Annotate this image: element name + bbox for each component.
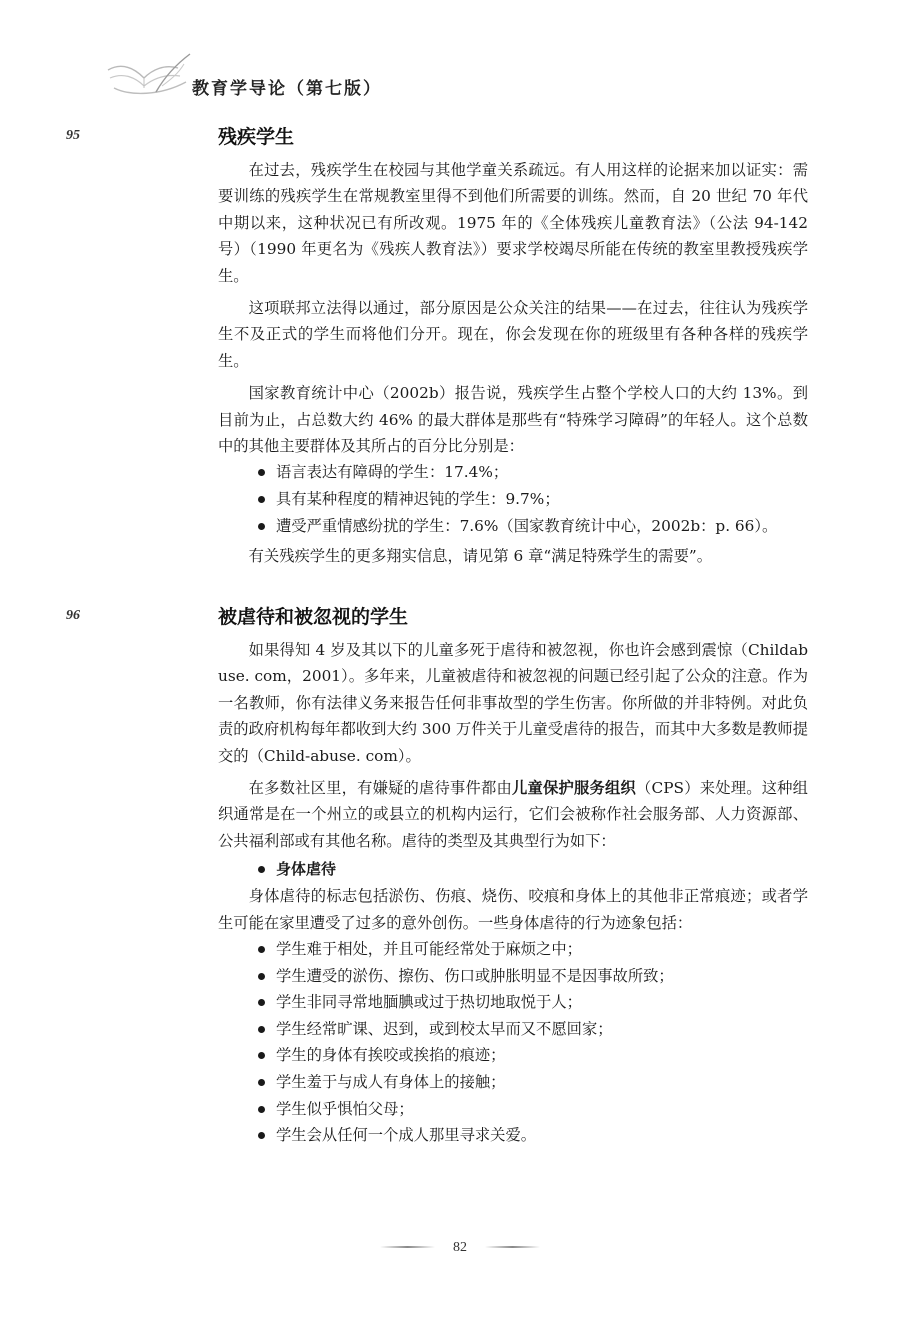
list-item-text: 学生经常旷课、迟到，或到校太早而又不愿回家； bbox=[276, 1019, 613, 1038]
paragraph: 如果得知 4 岁及其以下的儿童多死于虐待和被忽视，你也许会感到震惊（Childabuse. com，2001）。多年来，儿童被虐待和被忽视的问题已经引起了公众的注意。作为一名教师，你有法律义务来报告任何非事故型的学生伤害。你所做的并非特例。对此负责的政府机构每年都收到大约 300 万件关于儿童受虐待的报告，而其中大多数是教师提交的（Child-abuse. com）。 bbox=[218, 641, 808, 765]
list-item bbox=[256, 936, 808, 963]
section-disabled-students bbox=[218, 122, 808, 576]
paragraph: 在过去，残疾学生在校园与其他学童关系疏远。有人用这样的论据来加以证实：需要训练的残疾学生在常规教室里得不到他们所需要的训练。然而，自 20 世纪 70 年代中期以来，这种状况已有所改观。1975 年的《全体残疾儿童教育法》（公法 94-142 号）（1990 年更名为《残疾人教育法》）要求学校竭尽所能在传统的教室里教授残疾学生。 bbox=[218, 161, 808, 285]
list-item bbox=[256, 1122, 808, 1149]
list-item bbox=[256, 1069, 808, 1096]
statistics-list bbox=[256, 459, 808, 539]
subheading bbox=[256, 856, 808, 883]
bullet-icon bbox=[258, 1026, 265, 1033]
paragraph-text: 在多数社区里，有嫌疑的虐待事件都由 bbox=[248, 779, 513, 798]
list-item bbox=[256, 1042, 808, 1069]
list-item-text: 学生非同寻常地腼腆或过于热切地取悦于人； bbox=[276, 993, 582, 1012]
paragraph: 身体虐待的标志包括淤伤、伤痕、烧伤、咬痕和身体上的其他非正常痕迹；或者学生可能在家里遭受了过多的意外创伤。一些身体虐待的行为迹象包括： bbox=[218, 887, 808, 932]
bullet-icon bbox=[258, 1106, 265, 1113]
book-quill-ornament-icon bbox=[100, 48, 195, 108]
list-item bbox=[256, 1016, 808, 1043]
bullet-icon bbox=[258, 946, 265, 953]
section-title: 残疾学生 bbox=[218, 126, 295, 148]
list-item-text: 遭受严重情感纷扰的学生：7.6%（国家教育统计中心，2002b：p. 66）。 bbox=[276, 516, 778, 535]
bullet-icon bbox=[258, 866, 265, 873]
paragraph: 这项联邦立法得以通过，部分原因是公众关注的结果——在过去，往往认为残疾学生不及正式的学生而将他们分开。现在，你会发现在你的班级里有各种各样的残疾学生。 bbox=[218, 299, 808, 370]
bullet-icon bbox=[258, 973, 265, 980]
page-footer bbox=[380, 1236, 540, 1256]
bullet-icon bbox=[258, 1052, 265, 1059]
key-term: 儿童保护服务组织 bbox=[512, 779, 637, 798]
bullet-icon bbox=[258, 999, 265, 1006]
bullet-icon bbox=[258, 1132, 265, 1139]
list-item bbox=[256, 486, 808, 513]
page-number: 82 bbox=[453, 1240, 467, 1255]
list-item-text: 学生似乎惧怕父母； bbox=[276, 1099, 414, 1118]
margin-page-reference: 95 bbox=[66, 128, 80, 143]
bullet-icon bbox=[258, 523, 265, 530]
list-item bbox=[256, 963, 808, 990]
paragraph: 有关残疾学生的更多翔实信息，请见第 6 章“满足特殊学生的需要”。 bbox=[248, 547, 713, 566]
list-item-text: 学生的身体有挨咬或挨掐的痕迹； bbox=[276, 1046, 506, 1065]
section-title: 被虐待和被忽视的学生 bbox=[218, 606, 409, 628]
section-abused-neglected-students bbox=[218, 602, 808, 1153]
bullet-icon bbox=[258, 496, 265, 503]
list-item-text: 学生遭受的淤伤、擦伤、伤口或肿胀明显不是因事故所致； bbox=[276, 966, 674, 985]
list-item bbox=[256, 513, 808, 540]
paragraph-text: （CPS）来处理。这种组织通常是在一个州立的或县立的机构内运行，它们会被称作社会服务部、人力资源部、公共福利部或有其他名称。虐待的类型及其典型行为如下： bbox=[218, 779, 808, 850]
list-item-text: 学生难于相处，并且可能经常处于麻烦之中； bbox=[276, 940, 582, 959]
list-item bbox=[256, 459, 808, 486]
subheading-text: 身体虐待 bbox=[276, 860, 337, 879]
footer-divider bbox=[485, 1246, 540, 1248]
list-item bbox=[256, 1096, 808, 1123]
paragraph bbox=[218, 775, 808, 854]
bullet-icon bbox=[258, 469, 265, 476]
paragraph: 国家教育统计中心（2002b）报告说，残疾学生占整个学校人口的大约 13%。到目前为止，占总数大约 46% 的最大群体是那些有“特殊学习障碍”的年轻人。这个总数中的其他主要群体及其所占的百分比分别是： bbox=[218, 384, 808, 456]
list-item-text: 具有某种程度的精神迟钝的学生：9.7%； bbox=[276, 490, 560, 509]
abuse-signs-list bbox=[256, 936, 808, 1149]
margin-page-reference: 96 bbox=[66, 608, 80, 623]
list-item-text: 学生羞于与成人有身体上的接触； bbox=[276, 1073, 506, 1092]
book-title: 教育学导论（第七版） bbox=[192, 79, 382, 99]
running-header bbox=[100, 48, 380, 108]
list-item-text: 语言表达有障碍的学生：17.4%； bbox=[276, 463, 509, 482]
list-item-text: 学生会从任何一个成人那里寻求关爱。 bbox=[276, 1126, 537, 1145]
bullet-icon bbox=[258, 1079, 265, 1086]
list-item bbox=[256, 989, 808, 1016]
footer-divider bbox=[380, 1246, 435, 1248]
